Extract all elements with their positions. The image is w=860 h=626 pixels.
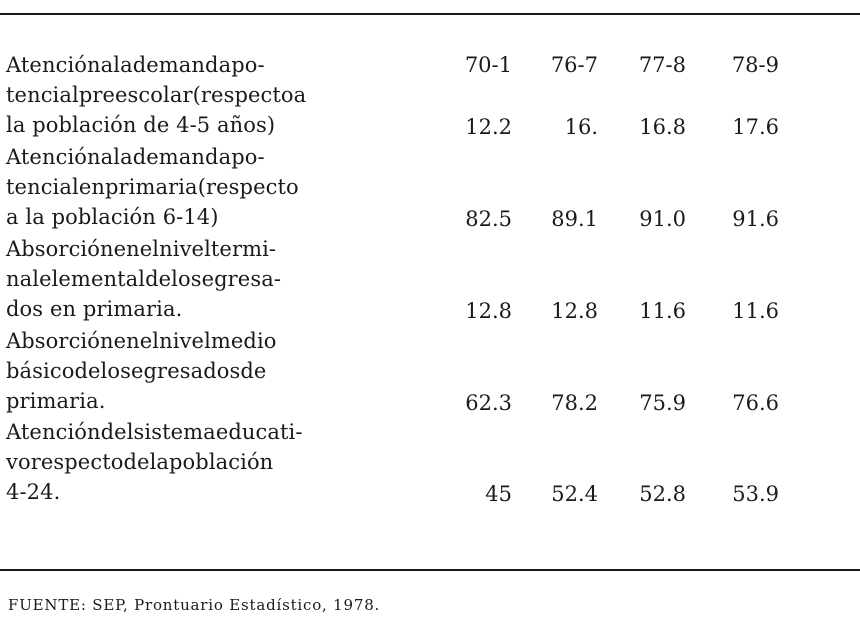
label-line: la población de 4-5 años) bbox=[6, 113, 276, 137]
cell-value: 89.1 bbox=[551, 207, 598, 231]
cell-value: 52.4 bbox=[551, 482, 598, 506]
cell-value: 76.6 bbox=[732, 391, 779, 415]
cell-value: 91.0 bbox=[639, 207, 686, 231]
label-line: nalelementaldelosegresa- bbox=[6, 267, 282, 291]
label-line: primaria. bbox=[6, 389, 106, 413]
label-line: tencialenprimaria(respecto bbox=[6, 175, 299, 199]
cell-value: 12.2 bbox=[465, 115, 512, 139]
label-line: Atenciónalademandapo- bbox=[6, 145, 265, 169]
cell-value: 11.6 bbox=[732, 299, 779, 323]
row-values bbox=[0, 388, 860, 418]
year-header-values bbox=[0, 50, 860, 80]
label-line: Absorciónenelniveltermi- bbox=[6, 237, 277, 261]
label-line: tencialpreescolar(respectoa bbox=[6, 83, 307, 107]
header-value: 70-1 bbox=[464, 53, 512, 77]
cell-value: 17.6 bbox=[732, 115, 779, 139]
bottom-rule bbox=[0, 569, 860, 571]
row-values bbox=[0, 112, 860, 142]
row-values bbox=[0, 296, 860, 326]
label-line: a la población 6-14) bbox=[6, 205, 219, 229]
top-rule bbox=[0, 13, 860, 15]
cell-value: 82.5 bbox=[465, 207, 512, 231]
label-line: Absorciónenelnivelmedio bbox=[6, 329, 277, 353]
source-note: FUENTE: SEP, Prontuario Estadístico, 1978. bbox=[8, 596, 381, 614]
cell-value: 91.6 bbox=[732, 207, 779, 231]
cell-value: 16.8 bbox=[639, 115, 686, 139]
header-value: 78-9 bbox=[731, 53, 779, 77]
cell-value: 78.2 bbox=[551, 391, 598, 415]
cell-value: 45 bbox=[485, 482, 512, 506]
header-value: 76-7 bbox=[550, 53, 598, 77]
cell-value: 12.8 bbox=[465, 299, 512, 323]
cell-value: 62.3 bbox=[465, 391, 512, 415]
cell-value: 16. bbox=[564, 115, 598, 139]
label-line: básicodelosegresadosde bbox=[6, 359, 267, 383]
row-values bbox=[0, 479, 860, 509]
label-line: Atenciónalademandapo- bbox=[6, 53, 265, 77]
cell-value: 52.8 bbox=[639, 482, 686, 506]
cell-value: 11.6 bbox=[639, 299, 686, 323]
label-line: dos en primaria. bbox=[6, 297, 183, 321]
header-value: 77-8 bbox=[638, 53, 686, 77]
row-values bbox=[0, 204, 860, 234]
label-line: Atencióndelsistemaeducati- bbox=[6, 420, 303, 444]
cell-value: 53.9 bbox=[732, 482, 779, 506]
cell-value: 12.8 bbox=[551, 299, 598, 323]
label-line: vorespectodelapoblación bbox=[6, 450, 274, 474]
cell-value: 75.9 bbox=[639, 391, 686, 415]
label-line: 4-24. bbox=[6, 480, 61, 504]
